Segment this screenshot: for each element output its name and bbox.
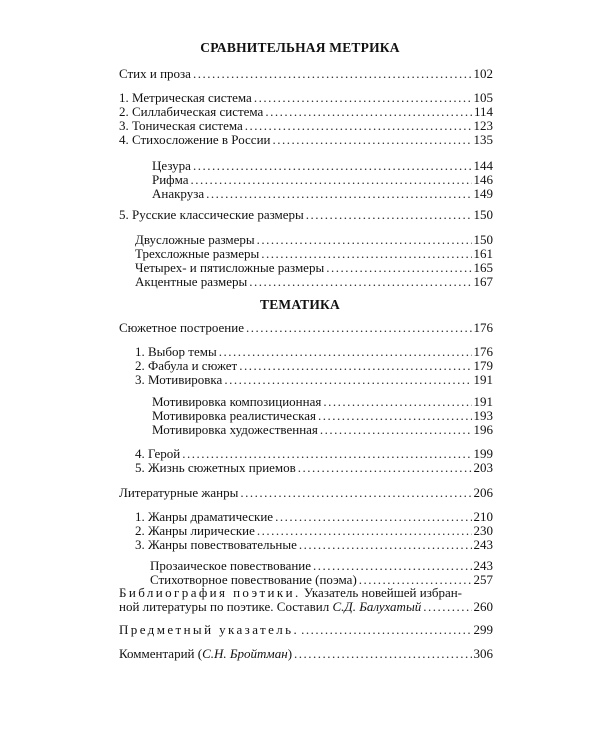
toc-entry: Мотивировка реалистическая ..... 193 bbox=[152, 408, 493, 423]
toc-entry: Мотивировка художественная ..... 196 bbox=[152, 422, 493, 437]
bibliography-line-2: ной литературы по поэтике. Составил С.Д. Балухатый ..... 260 bbox=[119, 599, 493, 614]
toc-entry: Стих и проза ..... 102 bbox=[119, 66, 493, 81]
toc-entry: Цезура ..... 144 bbox=[152, 158, 493, 173]
toc-entry: Рифма ..... 146 bbox=[152, 172, 493, 187]
bibliography-title: Библиография поэтики. bbox=[119, 585, 301, 600]
toc-entry: Акцентные размеры ..... 167 bbox=[135, 274, 493, 289]
section-heading-thematics: ТЕМАТИКА bbox=[260, 297, 340, 312]
toc-entry: 3. Тоническая система ..... 123 bbox=[119, 118, 493, 133]
toc-entry: Двусложные размеры ..... 150 bbox=[135, 232, 493, 247]
toc-entry: 2. Жанры лирические ..... 230 bbox=[135, 523, 493, 538]
toc-entry: 4. Герой ..... 199 bbox=[135, 446, 493, 461]
toc-entry: Анакруза ..... 149 bbox=[152, 186, 493, 201]
toc-entry-index: Предметный указатель. ..... 299 bbox=[119, 622, 493, 637]
toc-entry: 1. Метрическая система ..... 105 bbox=[119, 90, 493, 105]
toc-entry: 1. Жанры драматические ..... 210 bbox=[135, 509, 493, 524]
toc-entry: Литературные жанры ..... 206 bbox=[119, 485, 493, 500]
toc-entry: Сюжетное построение ..... 176 bbox=[119, 320, 493, 335]
bibliography-author: С.Д. Балухатый bbox=[332, 599, 422, 614]
commentary-author: С.Н. Бройтман bbox=[202, 646, 288, 661]
bibliography-description: Указатель новейшей избран- bbox=[300, 585, 463, 600]
toc-entry: 3. Мотивировка ..... 191 bbox=[135, 372, 493, 387]
toc-entry: Стихотворное повествование (поэма) ..... 257 bbox=[150, 572, 493, 587]
toc-entry: 2. Фабула и сюжет ..... 179 bbox=[135, 358, 493, 373]
toc-entry: Трехсложные размеры ..... 161 bbox=[135, 246, 493, 261]
bibliography-line-1 bbox=[119, 585, 493, 600]
toc-entry: Мотивировка композиционная ..... 191 bbox=[152, 394, 493, 409]
toc-entry: 1. Выбор темы ..... 176 bbox=[135, 344, 493, 359]
toc-entry: Прозаическое повествование ..... 243 bbox=[150, 558, 493, 573]
toc-entry: Четырех- и пятисложные размеры ..... 165 bbox=[135, 260, 493, 275]
section-heading-metrics: СРАВНИТЕЛЬНАЯ МЕТРИКА bbox=[200, 40, 400, 55]
toc-entry: 5. Русские классические размеры ..... 150 bbox=[119, 207, 493, 222]
toc-entry: 4. Стихосложение в России ..... 135 bbox=[119, 132, 493, 147]
toc-entry-commentary: Комментарий (С.Н. Бройтман) ..... 306 bbox=[119, 646, 493, 661]
toc-entry: 3. Жанры повествовательные ..... 243 bbox=[135, 537, 493, 552]
toc-entry: 5. Жизнь сюжетных приемов ..... 203 bbox=[135, 460, 493, 475]
toc-entry: 2. Силлабическая система ..... 114 bbox=[119, 104, 493, 119]
